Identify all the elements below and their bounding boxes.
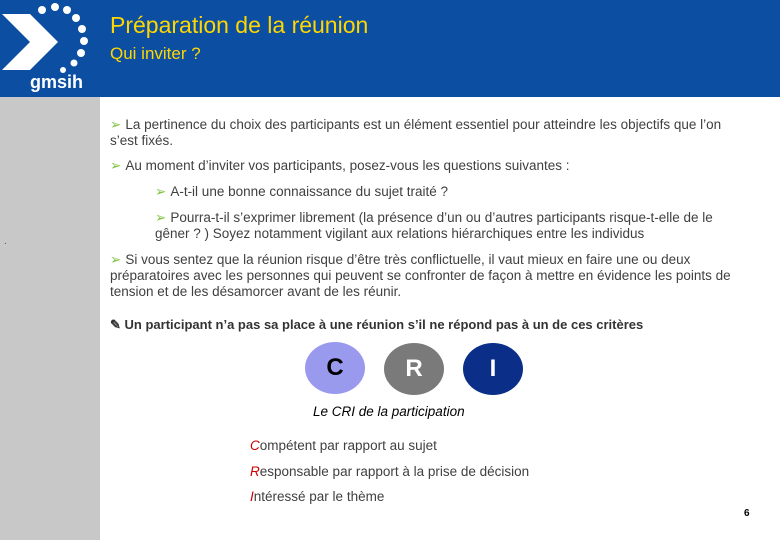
arrow-bullet-icon: ➢ xyxy=(110,252,122,267)
sidebar-mark: . xyxy=(4,236,7,247)
definition-c-letter: C xyxy=(250,438,260,453)
question-2-text: Pourra-t-il s’exprimer librement (la présence d’un ou d’autres participants risque-t-elle de le gêner ? ) Soyez notamment vigilant aux relations hiérarchiques entre les individus xyxy=(155,210,713,241)
logo-text: gmsih xyxy=(30,72,84,92)
paragraph-1 xyxy=(110,117,750,149)
cri-circle-r: R xyxy=(384,343,444,395)
page-title: Préparation de la réunion xyxy=(110,12,369,38)
definition-c-text: ompétent par rapport au sujet xyxy=(259,438,437,453)
paragraph-3-text: Si vous sentez que la réunion risque d’être très conflictuelle, il vaut mieux en faire une ou deux préparatoires avec les personnes qui peuvent se confronter de façon à mettre en évidence les points de tension et de les désamorcer avant de les réunir. xyxy=(110,252,731,299)
pencil-icon: ✎ xyxy=(110,317,121,332)
important-note-text: Un participant n’a pas sa place à une réunion s’il ne répond pas à un de ces critères xyxy=(124,317,644,332)
definition-c xyxy=(250,438,437,453)
left-sidebar xyxy=(0,97,100,540)
page-subtitle: Qui inviter ? xyxy=(110,44,201,63)
paragraph-2 xyxy=(110,158,750,174)
arrow-bullet-icon: ➢ xyxy=(155,210,167,225)
arrow-bullet-icon: ➢ xyxy=(110,158,122,173)
question-1-text: A-t-il une bonne connaissance du sujet traité ? xyxy=(170,184,448,199)
paragraph-1-text: La pertinence du choix des participants est un élément essentiel pour atteindre les objectifs que l’on s’est fixés. xyxy=(110,117,722,148)
arrow-bullet-icon: ➢ xyxy=(110,117,122,132)
logo-arrow-icon xyxy=(0,0,100,80)
definition-r xyxy=(250,464,529,479)
definition-i-text: ntéressé par le thème xyxy=(253,489,385,504)
definition-r-text: esponsable par rapport à la prise de décision xyxy=(259,464,530,479)
question-1 xyxy=(155,184,745,200)
cri-circle-i: I xyxy=(463,343,523,395)
definition-i xyxy=(250,489,384,504)
important-note xyxy=(110,317,643,333)
paragraph-2-text: Au moment d’inviter vos participants, posez-vous les questions suivantes : xyxy=(125,158,570,173)
paragraph-3 xyxy=(110,252,745,300)
gmsih-logo xyxy=(0,0,100,97)
definition-r-letter: R xyxy=(250,464,260,479)
arrow-bullet-icon: ➢ xyxy=(155,184,167,199)
page-number: 6 xyxy=(744,508,750,519)
cri-caption: Le CRI de la participation xyxy=(313,404,465,419)
cri-circle-c: C xyxy=(305,342,365,394)
definition-i-letter: I xyxy=(250,489,254,504)
question-2 xyxy=(155,210,745,242)
